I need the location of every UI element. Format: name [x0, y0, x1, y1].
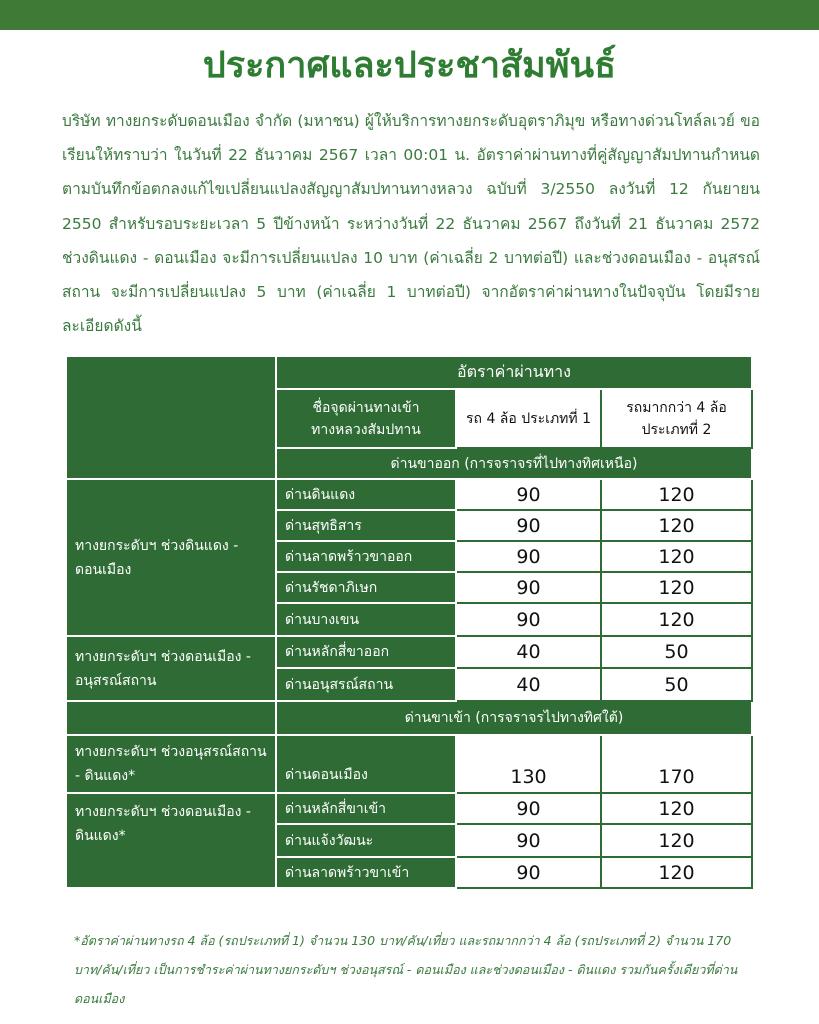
rate-type1: 90 — [456, 603, 601, 636]
plaza-name: ด่านแจ้งวัฒนะ — [276, 824, 456, 857]
rate-type1: 40 — [456, 636, 601, 668]
plaza-name: ด่านดอนเมือง — [276, 735, 456, 793]
rate-type1: 90 — [456, 793, 601, 824]
rate-type2: 120 — [601, 603, 752, 636]
footnote: *อัตราค่าผ่านทางรถ 4 ล้อ (รถประเภทที่ 1) จำนวน 130 บาท/คัน/เที่ยว และรถมากกว่า 4 ล้อ (รถประเภทที่ 2) จำนวน 170 บาท/คัน/เที่ยว เป็นการชำระค่าผ่านทางยกระดับฯ ช่วงอนุสรณ์ - ดอนเมือง และช่วงดอนเมือง - ดินแดง รวมกันครั้งเดียวที่ด่านดอนเมือง — [74, 933, 738, 1006]
group-label: ทางยกระดับฯ ช่วงดอนเมือง - ดินแดง* — [66, 793, 276, 888]
plaza-name: ด่านดินแดง — [276, 479, 456, 510]
rate-type2: 170 — [601, 735, 752, 793]
group-label: ทางยกระดับฯ ช่วงอนุสรณ์สถาน - ดินแดง* — [66, 735, 276, 793]
rate-type2: 120 — [601, 793, 752, 824]
section-outbound: ด่านขาออก (การจราจรที่ไปทางทิศเหนือ) — [276, 448, 752, 479]
toll-rate-table — [65, 355, 753, 889]
section-inbound: ด่านขาเข้า (การจราจรไปทางทิศใต้) — [276, 701, 752, 735]
plaza-name: ด่านรัชดาภิเษก — [276, 572, 456, 603]
section-corner — [66, 701, 276, 735]
plaza-name: ด่านหลักสี่ขาเข้า — [276, 793, 456, 824]
top-bar — [0, 0, 819, 30]
rate-type2: 120 — [601, 572, 752, 603]
rate-type1: 90 — [456, 510, 601, 541]
rate-type2: 50 — [601, 636, 752, 668]
col-plaza-header: ชื่อจุดผ่านทางเข้า ทางหลวงสัมปทาน — [276, 389, 456, 448]
table-header: อัตราค่าผ่านทาง — [276, 356, 752, 389]
group-label: ทางยกระดับฯ ช่วงดอนเมือง - อนุสรณ์สถาน — [66, 636, 276, 701]
group-label: ทางยกระดับฯ ช่วงดินแดง - ดอนเมือง — [66, 479, 276, 636]
plaza-name: ด่านหลักสี่ขาออก — [276, 636, 456, 668]
plaza-name: ด่านสุทธิสาร — [276, 510, 456, 541]
col-type1-header: รถ 4 ล้อ ประเภทที่ 1 — [456, 389, 601, 448]
rate-type1: 40 — [456, 668, 601, 701]
rate-type2: 120 — [601, 857, 752, 888]
col-type2-header: รถมากกว่า 4 ล้อ ประเภทที่ 2 — [601, 389, 752, 448]
rate-type1: 90 — [456, 479, 601, 510]
rate-type1: 90 — [456, 824, 601, 857]
plaza-name: ด่านบางเขน — [276, 603, 456, 636]
rate-type1: 90 — [456, 572, 601, 603]
rate-type2: 120 — [601, 510, 752, 541]
table-corner — [66, 356, 276, 479]
rate-type1: 90 — [456, 857, 601, 888]
plaza-name: ด่านลาดพร้าวขาเข้า — [276, 857, 456, 888]
rate-type1: 90 — [456, 541, 601, 572]
announcement-paragraph: บริษัท ทางยกระดับดอนเมือง จำกัด (มหาชน) ผู้ให้บริการทางยกระดับอุตราภิมุข หรือทางด่วนโทล์ลเวย์ ขอเรียนให้ทราบว่า ในวันที่ 22 ธันวาคม 2567 เวลา 00:01 น. อัตราค่าผ่านทางที่คู่สัญญาสัมปทานกำหนดตามบันทึกข้อตกลงแก้ไขเปลี่ยนแปลงสัญญาสัมปทานทางหลวง ฉบับที่ 3/2550 ลงวันที่ 12 กันยายน 2550 สำหรับรอบระยะเวลา 5 ปีข้างหน้า ระหว่างวันที่ 22 ธันวาคม 2567 ถึงวันที่ 21 ธันวาคม 2572 ช่วงดินแดง - ดอนเมือง จะมีการเปลี่ยนแปลง 10 บาท (ค่าเฉลี่ย 2 บาทต่อปี) และช่วงดอนเมือง - อนุสรณ์สถาน จะมีการเปลี่ยนแปลง 5 บาท (ค่าเฉลี่ย 1 บาทต่อปี) จากอัตราค่าผ่านทางในปัจจุบัน โดยมีรายละเอียดดังนี้ — [62, 112, 760, 336]
rate-type2: 120 — [601, 541, 752, 572]
rate-type1: 130 — [456, 735, 601, 793]
plaza-name: ด่านลาดพร้าวขาออก — [276, 541, 456, 572]
plaza-name: ด่านอนุสรณ์สถาน — [276, 668, 456, 701]
rate-type2: 120 — [601, 824, 752, 857]
page-title: ประกาศและประชาสัมพันธ์ — [202, 45, 617, 86]
rate-type2: 120 — [601, 479, 752, 510]
rate-type2: 50 — [601, 668, 752, 701]
